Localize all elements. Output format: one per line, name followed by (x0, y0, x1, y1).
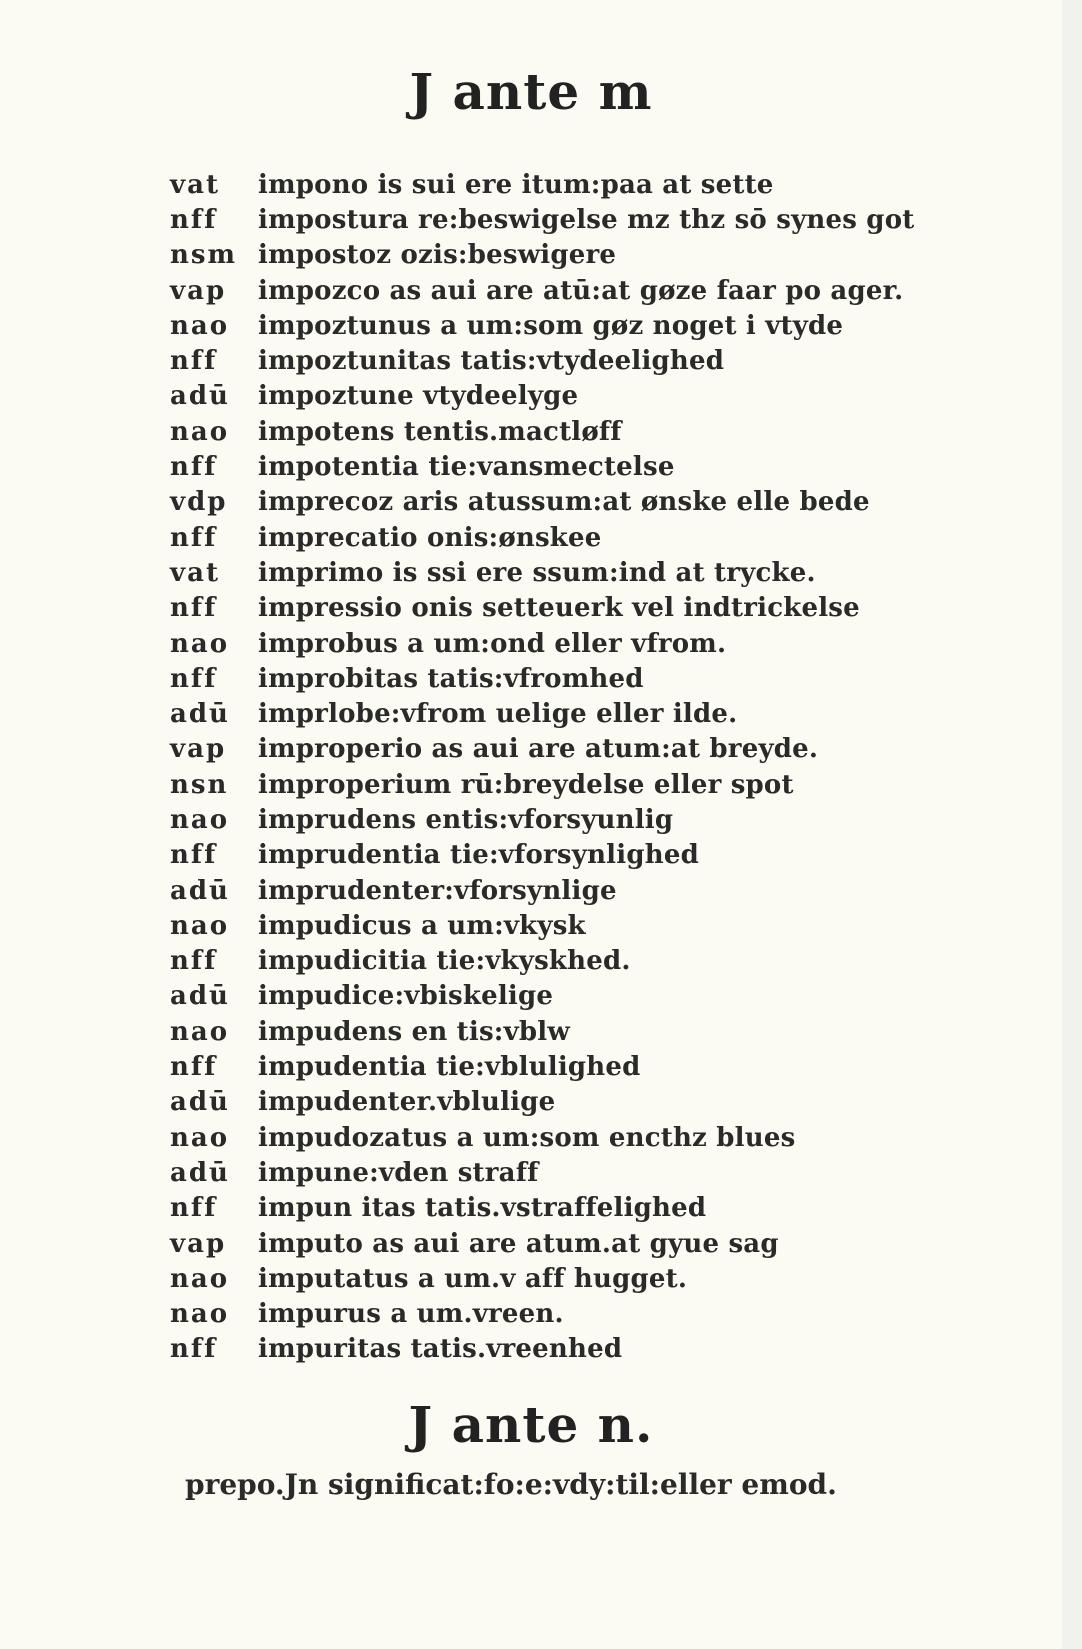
entry-text: imprimo is ssi ere ssum:ind at trycke. (258, 557, 816, 588)
grammar-code: nao (170, 1016, 230, 1047)
dictionary-entry (170, 979, 1030, 1014)
dictionary-entry (170, 485, 1030, 520)
dictionary-entry (170, 555, 1030, 590)
entry-text: imprlobe:vfrom uelige eller ilde. (258, 699, 738, 730)
grammar-code: nff (170, 593, 218, 624)
grammar-code: vap (170, 1228, 227, 1259)
grammar-code: nao (170, 1263, 230, 1294)
grammar-code: nff (170, 522, 218, 553)
dictionary-entry (170, 202, 1030, 237)
entry-text: improbus a um:ond eller vfrom. (258, 628, 727, 659)
entry-text: impoztune vtydeelyge (258, 381, 579, 412)
grammar-code: nao (170, 310, 230, 341)
grammar-code: nao (170, 416, 230, 447)
dictionary-entry (170, 944, 1030, 979)
entry-text: impudice:vbiskelige (258, 981, 554, 1012)
grammar-code: vdp (170, 487, 228, 518)
dictionary-entry (170, 414, 1030, 449)
entry-text: improperio as aui are atum:at breyde. (258, 734, 819, 765)
dictionary-entry (170, 696, 1030, 731)
grammar-code: nsm (170, 240, 238, 271)
entry-text: imprecatio onis:ønskee (258, 522, 602, 553)
dictionary-entry (170, 273, 1030, 308)
entry-text: impono is sui ere itum:paa at sette (258, 169, 774, 200)
entry-text: impostoz ozis:beswigere (258, 240, 617, 271)
entry-text: impostura re:beswigelse mz thz sō synes got (258, 204, 915, 235)
grammar-code: vat (170, 557, 220, 588)
dictionary-entry (170, 1155, 1030, 1190)
entry-text: impotentia tie:vansmectelse (258, 452, 675, 483)
grammar-code: nsn (170, 769, 229, 800)
entry-text: imprudens entis:vforsyunlig (258, 804, 674, 835)
grammar-code: adū (170, 1087, 230, 1118)
entry-text: impudicitia tie:vkyskhed. (258, 946, 631, 977)
dictionary-entry (170, 802, 1030, 837)
dictionary-entry (170, 1226, 1030, 1261)
grammar-code: adū (170, 981, 230, 1012)
dictionary-entry (170, 379, 1030, 414)
entry-text: impudenter.vblulige (258, 1087, 556, 1118)
grammar-code: nao (170, 628, 230, 659)
entry-text: impuritas tatis.vreenhed (258, 1334, 623, 1365)
entry-text: imprecoz aris atussum:at ønske elle bede (258, 487, 870, 518)
section-heading-m: J ante m (409, 62, 653, 121)
grammar-code: nff (170, 1334, 218, 1365)
grammar-code: adū (170, 875, 230, 906)
grammar-code: nao (170, 804, 230, 835)
grammar-code: nao (170, 910, 230, 941)
dictionary-entry (170, 167, 1030, 202)
dictionary-entry (170, 873, 1030, 908)
entry-text: impudentia tie:vblulighed (258, 1052, 641, 1083)
dictionary-entry (170, 1332, 1030, 1367)
dictionary-entry (170, 520, 1030, 555)
dictionary-entry (170, 449, 1030, 484)
dictionary-entry (170, 591, 1030, 626)
dictionary-entry (170, 1191, 1030, 1226)
grammar-code: nao (170, 1122, 230, 1153)
dictionary-entry-in: prepo.Jn significat:fo:e:vdy:til:eller emod. (185, 1468, 837, 1501)
grammar-code: nff (170, 946, 218, 977)
grammar-code: adū (170, 381, 230, 412)
entry-text: imputatus a um.v aff hugget. (258, 1263, 688, 1294)
dictionary-entry (170, 1120, 1030, 1155)
dictionary-entry (170, 661, 1030, 696)
entry-text: imprudentia tie:vforsynlighed (258, 840, 699, 871)
dictionary-entry (170, 308, 1030, 343)
grammar-code: nff (170, 452, 218, 483)
entry-text: improbitas tatis:vfromhed (258, 663, 644, 694)
entry-text: impoztunitas tatis:vtydeelighed (258, 346, 725, 377)
dictionary-entry (170, 732, 1030, 767)
dictionary-entry (170, 1297, 1030, 1332)
grammar-code: nao (170, 1299, 230, 1330)
dictionary-entry (170, 767, 1030, 802)
grammar-code: adū (170, 699, 230, 730)
grammar-code: nff (170, 204, 218, 235)
grammar-code: nff (170, 1052, 218, 1083)
grammar-code: nff (170, 663, 218, 694)
dictionary-entry (170, 238, 1030, 273)
grammar-code: vat (170, 169, 220, 200)
entry-text: impozco as aui are atū:at gøze faar po ager. (258, 275, 904, 306)
grammar-code: nff (170, 346, 218, 377)
entry-text: impune:vden straff (258, 1157, 539, 1188)
grammar-code: adū (170, 1157, 230, 1188)
entry-text: improperium rū:breydelse eller spot (258, 769, 794, 800)
dictionary-entry (170, 343, 1030, 378)
entry-text: impoztunus a um:som gøz noget i vtyde (258, 310, 844, 341)
dictionary-entry (170, 1049, 1030, 1084)
entry-text: impudens en tis:vblw (258, 1016, 570, 1047)
section-heading-n: J ante n. (408, 1395, 654, 1454)
entry-text: impudicus a um:vkysk (258, 910, 586, 941)
grammar-code: nff (170, 1193, 218, 1224)
grammar-code: vap (170, 734, 227, 765)
entry-text: impotens tentis.mactløff (258, 416, 622, 447)
dictionary-entry (170, 908, 1030, 943)
dictionary-entry (170, 626, 1030, 661)
entry-text: imprudenter:vforsynlige (258, 875, 617, 906)
grammar-code: vap (170, 275, 227, 306)
grammar-code: nff (170, 840, 218, 871)
entry-text: impurus a um.vreen. (258, 1299, 564, 1330)
page-edge (1062, 0, 1082, 1649)
dictionary-entry (170, 1014, 1030, 1049)
dictionary-entry (170, 1085, 1030, 1120)
dictionary-entries (170, 167, 1030, 1367)
dictionary-entry (170, 1261, 1030, 1296)
entry-text: impudozatus a um:som encthz blues (258, 1122, 796, 1153)
dictionary-entry (170, 838, 1030, 873)
entry-text: impun itas tatis.vstraffelighed (258, 1193, 707, 1224)
entry-text: imputo as aui are atum.at gyue sag (258, 1228, 779, 1259)
entry-text: impressio onis setteuerk vel indtrickelse (258, 593, 860, 624)
